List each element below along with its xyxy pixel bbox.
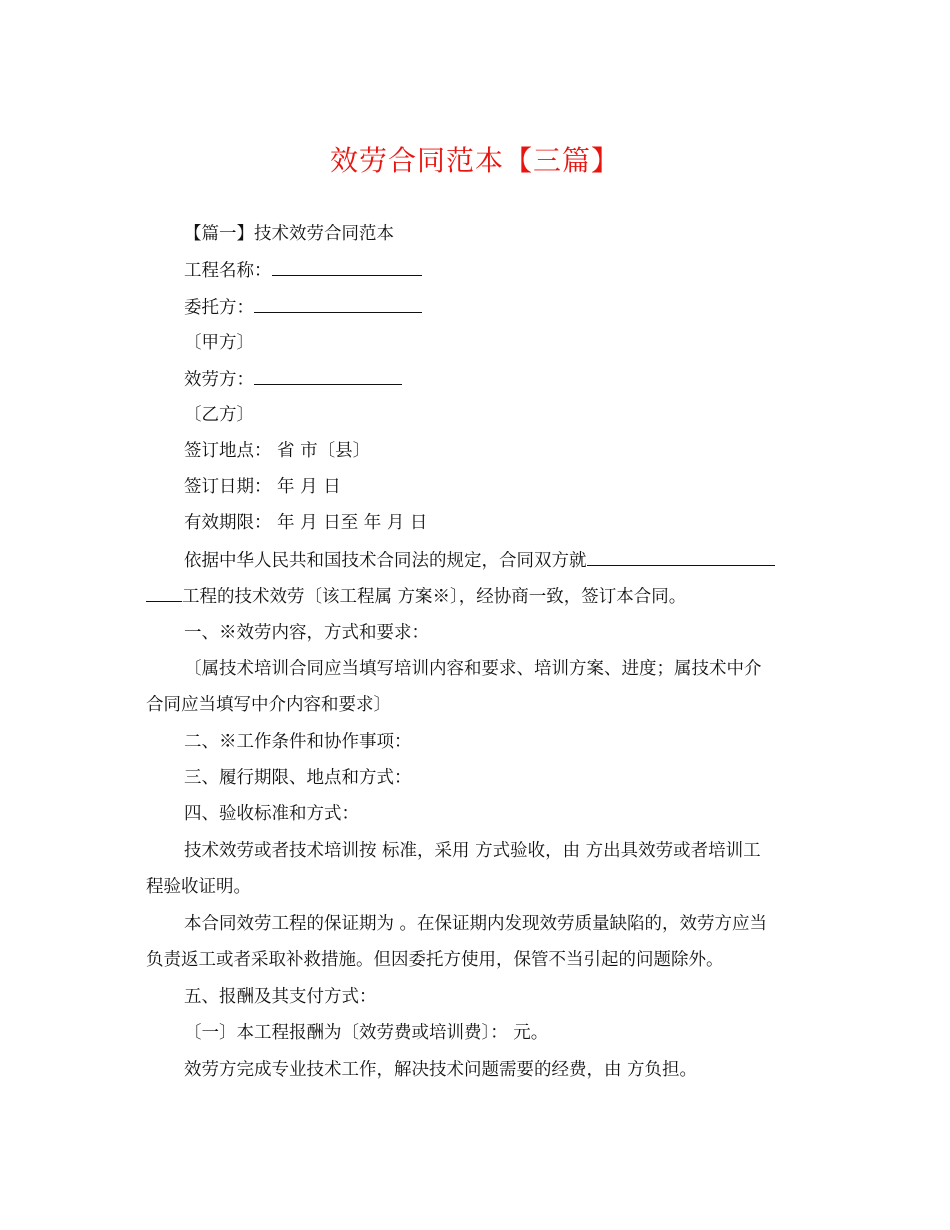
fill-blank[interactable] xyxy=(272,257,422,276)
clause-4-text-line-1: 技术效劳或者技术培训按 标准，采用 方式验收，由 方出具效劳或者培训工 xyxy=(184,841,761,861)
party-a-label: 〔甲方〕 xyxy=(184,333,254,353)
clause-5-item-2: 效劳方完成专业技术工作，解决技术问题需要的经费，由 方负担。 xyxy=(184,1060,698,1080)
clause-3-heading: 三、履行期限、地点和方式： xyxy=(184,768,412,788)
fill-blank[interactable] xyxy=(146,583,182,602)
fill-blank[interactable] xyxy=(254,294,422,313)
party-b-label: 〔乙方〕 xyxy=(184,405,254,425)
preamble-line-2 xyxy=(146,583,686,610)
field-label: 效劳方： xyxy=(184,370,254,390)
warranty-line-1: 本合同效劳工程的保证期为 。在保证期内发现效劳质量缺陷的，效劳方应当 xyxy=(184,914,768,934)
clause-2-heading: 二、※工作条件和协作事项： xyxy=(184,732,412,752)
field-project-name xyxy=(184,257,422,284)
warranty-line-2: 负责返工或者采取补救措施。但因委托方使用，保管不当引起的问题除外。 xyxy=(146,950,724,970)
clause-1-note-line-1: 〔属技术培训合同应当填写培训内容和要求、培训方案、进度；属技术中介 xyxy=(184,659,762,679)
field-client xyxy=(184,294,422,321)
field-valid-period: 有效期限： 年 月 日至 年 月 日 xyxy=(184,513,428,533)
field-label: 工程名称： xyxy=(184,261,272,281)
clause-4-text-line-2: 程验收证明。 xyxy=(146,877,251,897)
field-sign-date: 签订日期： 年 月 日 xyxy=(184,477,341,497)
field-sign-place: 签订地点： 省 市〔县〕 xyxy=(184,441,371,461)
preamble-text: 依据中华人民共和国技术合同法的规定，合同双方就 xyxy=(184,551,587,571)
fill-blank[interactable] xyxy=(587,547,775,566)
page-title: 效劳合同范本【三篇】 xyxy=(329,144,620,177)
field-label: 委托方： xyxy=(184,298,254,318)
field-provider xyxy=(184,366,402,393)
preamble-text: 工程的技术效劳〔该工程属 方案※〕，经协商一致，签订本合同。 xyxy=(182,587,687,607)
clause-1-heading: 一、※效劳内容，方式和要求： xyxy=(184,623,429,643)
clause-1-note-line-2: 合同应当填写中介内容和要求〕 xyxy=(146,695,391,715)
fill-blank[interactable] xyxy=(254,366,402,385)
preamble-line-1 xyxy=(184,547,775,574)
clause-4-heading: 四、验收标准和方式： xyxy=(184,804,359,824)
clause-5-item-1: 〔一〕本工程报酬为〔效劳费或培训费〕： 元。 xyxy=(184,1023,549,1043)
section-heading: 【篇一】技术效劳合同范本 xyxy=(184,224,394,244)
clause-5-heading: 五、报酬及其支付方式： xyxy=(184,987,377,1007)
